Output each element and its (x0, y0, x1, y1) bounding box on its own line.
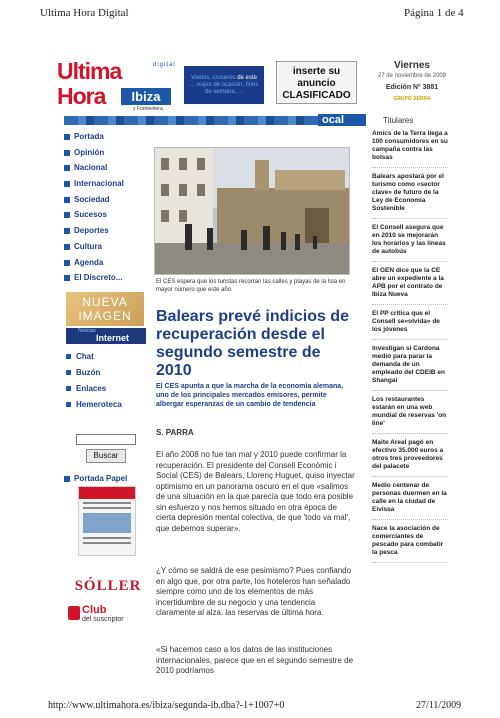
menu-item-internacional[interactable]: Internacional (64, 177, 154, 193)
titulares-heading: Titulares (383, 116, 414, 125)
menu-item-deportes[interactable]: Deportes (64, 224, 154, 240)
grupo-brand: SERRA (413, 96, 431, 102)
edition-number: Edición Nº 3881 (385, 84, 439, 91)
menu-item-cultura[interactable]: Cultura (64, 240, 154, 256)
noticias-small: Noticias (78, 328, 96, 334)
ad-text-1: Vuelos, cruceros (191, 75, 238, 81)
photo-caption: El CES espera que los turistas recorran las calles y playas de la Isla en mayor número que este año. (156, 279, 346, 293)
logo-digital: digital (153, 62, 176, 68)
article-paragraph: ¿Y cómo se saldrá de ese pesimismo? Pues confiando en algo que, por otra parte, los hoteleros han señalado siempre como uno de los elementos de más incertidumbre de su negocio y una tendencia claramente al alza: las reservas de última hora. (156, 566, 352, 617)
menu-item-buzon[interactable]: Buzón (66, 366, 156, 382)
menu-item-chat[interactable]: Chat (66, 350, 156, 366)
menu-item-portada[interactable]: Portada (64, 130, 154, 146)
clasificado-line1: inserte su (292, 66, 341, 77)
ad-text-bright: de este (237, 75, 257, 81)
menu-item-enlaces[interactable]: Enlaces (66, 382, 156, 398)
print-footer-date: 27/11/2009 (416, 700, 462, 711)
titular-link[interactable]: El GEN dice que la CE abre un expediente a la APB por el contrato de Ibiza Nueva (372, 267, 448, 305)
clasificado-line2: anuncio (297, 78, 336, 89)
article-photo-illustration (155, 148, 350, 275)
tab-local[interactable]: ocal (318, 114, 366, 126)
menu-item-hemeroteca[interactable]: Hemeroteca (66, 398, 156, 414)
article-photo (154, 147, 350, 275)
secondary-menu (66, 350, 156, 414)
titular-link[interactable]: Los restaurantes estarán en una web mundial de reservas 'on line' (372, 396, 448, 434)
site-logo[interactable] (57, 58, 176, 116)
date-box (362, 60, 462, 102)
titular-link[interactable]: Amics de la Terra llega a 100 consumidores en su campaña contra las bolsas (372, 130, 448, 168)
grupo-serra-logo[interactable] (362, 96, 462, 102)
titular-link[interactable]: Medio centenar de personas duermen en la calle en la ciudad de Eivissa (372, 482, 448, 520)
club-sub: del suscriptor (82, 616, 124, 623)
grupo-label: GRUPO (393, 96, 412, 102)
article-subhead: El CES apunta a que la marcha de la economía alemana, uno de los principales mercados emisores, permite albergar esperanzas de un cambio de tendencia (156, 383, 344, 408)
clasificado-line3: CLASIFICADO (282, 90, 351, 101)
titular-link[interactable]: Investigan si Cardona medió para parar la demanda de un empleado del CDEIB en Shangai (372, 345, 448, 391)
travel-ad-banner[interactable] (184, 66, 264, 104)
club-icon (68, 606, 80, 620)
print-title: Ultima Hora Digital (40, 7, 129, 19)
club-title: Club (82, 604, 107, 616)
menu-item-nacional[interactable]: Nacional (64, 161, 154, 177)
soller-logo[interactable]: SÓLLER (74, 578, 142, 594)
logo-line1: Ultima (57, 58, 122, 84)
menu-item-opinion[interactable]: Opinión (64, 146, 154, 162)
titular-link[interactable]: Maite Areal pagó en efectivo 35.000 euros a otros tres proveedores del palacete (372, 439, 448, 477)
portada-papel-heading[interactable]: Portada Papel (64, 474, 127, 483)
nav-strip (64, 116, 318, 125)
titular-link[interactable]: Nace la asociación de comerciantes de pescado para combatir la pesca (372, 525, 448, 563)
search-button[interactable]: Buscar (86, 449, 126, 463)
section-menu (64, 130, 154, 287)
menu-item-sucesos[interactable]: Sucesos (64, 208, 154, 224)
search-input[interactable] (76, 434, 136, 445)
portada-papel-thumbnail[interactable] (78, 486, 136, 556)
nueva-imagen-banner[interactable] (66, 292, 144, 326)
titulares-list (372, 130, 448, 568)
article-paragraph: El año 2008 no fue tan mal y 2010 puede confirmar la recuperación. El presidente del Consell Econòmic i Social (CES) de Balears, Llorenç Huguet, quiso inyectar optimismo en un panorama oscuro en el que «salimos de una situación en la que parecía que todo era posible sin esfuerzo y nos hemos situado en otra época de cierta depresión mental colectiva, de que 'todo va mal', que debemos superar». (156, 450, 355, 533)
print-header (0, 0, 500, 26)
menu-item-el-discreto[interactable]: El Discreto... (64, 271, 154, 287)
date-full: 27 de noviembre de 2009 (377, 73, 447, 79)
logo-sub: y Formentera (133, 106, 163, 112)
print-footer-url: http://www.ultimahora.es/ibiza/segunda-ib.dba?-1+1007+0 (48, 700, 285, 711)
titular-link[interactable]: El PP critica que el Consell se«olvida» de los jóvenes (372, 310, 448, 340)
titular-link[interactable]: Balears apostará por el turismo como «sector clave» de futuro de la Ley de Economía Sostenible (372, 173, 448, 219)
clasificado-button[interactable] (276, 61, 357, 104)
article-paragraph: «Si hacemos caso a los datos de las instituciones internacionales, parece que en el segundo semestre de 2010 podríamos (156, 645, 354, 675)
ad-text-2: ... viajes de ocasión, fines de semana, ... (189, 82, 259, 95)
menu-item-agenda[interactable]: Agenda (64, 256, 154, 272)
article-author: S. PARRA (156, 428, 194, 437)
nueva-line2: IMAGEN (78, 309, 132, 323)
club-suscriptor-logo[interactable] (68, 604, 150, 624)
article-headline: Balears prevé indicios de recuperación desde el segundo semestre de 2010 (156, 308, 349, 379)
titular-link[interactable]: El Consell asegura que en 2010 se mejorarán los horarios y las líneas de autobús (372, 224, 448, 262)
logo-line2: Hora (57, 83, 106, 109)
date-day: Viernes (394, 60, 430, 71)
logo-edition: Ibiza (121, 88, 171, 105)
print-page-number: Página 1 de 4 (404, 7, 464, 19)
noticias-big: Internet (96, 333, 130, 343)
nueva-line1: NUEVA (82, 295, 128, 309)
noticias-internet-banner[interactable] (66, 328, 146, 344)
menu-item-sociedad[interactable]: Sociedad (64, 193, 154, 209)
